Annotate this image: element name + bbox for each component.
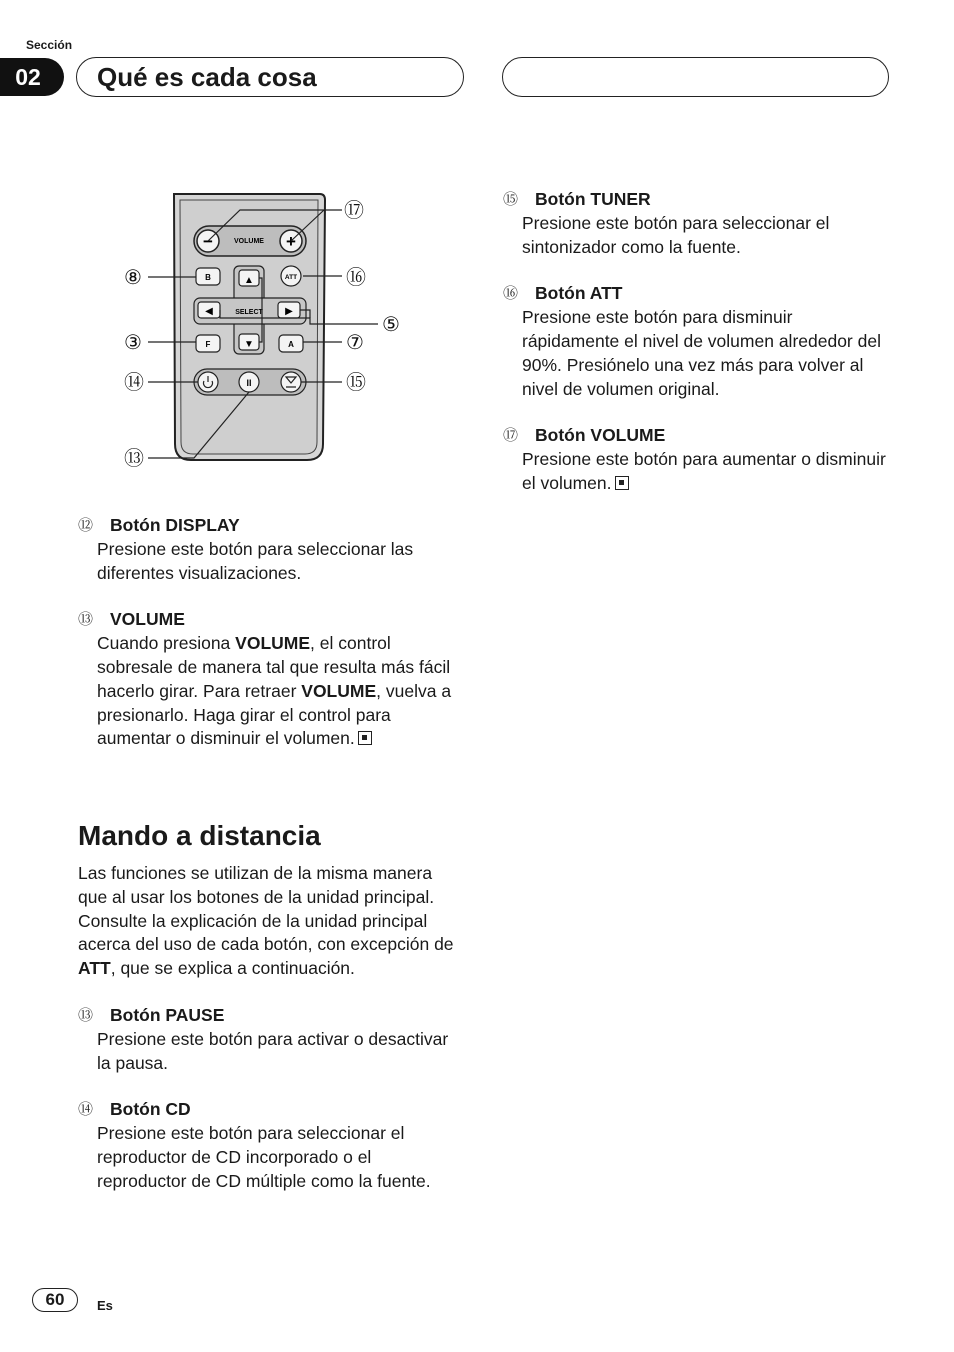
item-title: Botón ATT [535,283,623,304]
item-pause [78,1004,462,1075]
volume-minus-glyph: − [203,232,213,251]
callout-3: ③ [124,332,142,354]
right-column [503,188,887,519]
b-button-label: B [205,273,211,282]
item-body: Presione este botón para seleccionar el reproductor de CD incorporado o el reproductor de CD múltiple como la fuente. [97,1123,431,1191]
item-heading [78,608,462,632]
item-body: Presione este botón para disminuir rápidamente el nivel de volumen alrededor del 90%. Presiónelo una vez más para volver al nivel de volumen original. [522,307,881,399]
section-heading: Mando a distancia [78,820,321,851]
item-title: Botón CD [110,1099,191,1120]
callout-16: ⑯ [346,267,366,289]
item-body: Presione este botón para seleccionar las diferentes visualizaciones. [97,538,414,583]
item-title: Botón VOLUME [535,425,666,446]
header-empty-pill [502,57,889,97]
item-heading [503,188,887,212]
text-run: , el control sobresale de manera tal que resulta más fácil hacerlo girar. Para retraer [97,633,451,701]
section-number-badge: 02 [0,58,64,96]
text-run: Presione este botón para aumentar o disminuir el volumen. [522,449,886,493]
callout-14: ⑭ [124,372,144,394]
page-number: 60 [32,1288,78,1312]
item-display [78,514,462,585]
item-body [522,448,887,496]
item-title: Botón PAUSE [110,1004,225,1025]
callout-15: ⑮ [346,372,366,394]
text-run: Las funciones se utilizan de la misma manera que al usar los botones de la unidad principal. Consulte la explicación de la unidad principal acerca del uso de cada botón, con excepción de [78,863,454,955]
left-column-lower [78,862,462,1217]
item-title: VOLUME [110,609,185,630]
item-number: ⑯ [503,285,519,303]
end-mark-icon [615,476,629,490]
item-number: ⑬ [78,1006,94,1024]
remote-control-illustration [110,188,400,473]
item-body: Presione este botón para activar o desactivar la pausa. [97,1028,449,1073]
a-button-label: A [288,340,294,349]
item-number: ⑰ [503,427,519,445]
item-body: Presione este botón para seleccionar el sintonizador como la fuente. [522,212,830,257]
callout-8: ⑧ [124,267,142,289]
f-button-label: F [205,340,211,349]
item-tuner [503,188,887,259]
right-arrow-icon: ▶ [285,306,293,317]
item-number: ⑫ [78,517,94,534]
item-title: Botón DISPLAY [110,515,240,535]
chapter-title-text: Qué es cada cosa [97,61,317,92]
select-label: SELECT [235,309,263,316]
item-number: ⑭ [78,1101,94,1119]
callout-5: ⑤ [382,314,400,336]
callout-7: ⑦ [346,332,364,354]
item-cd [78,1098,462,1193]
item-body [97,632,462,751]
language-code: Es [97,1298,113,1313]
item-heading [78,514,462,538]
att-button-label: ATT [284,274,298,281]
item-volume-button [503,424,887,495]
item-title: Botón TUNER [535,189,651,209]
section-label: Sección [26,38,73,52]
end-mark-icon [358,731,372,745]
callout-17: ⑰ [344,200,364,222]
left-arrow-icon: ◀ [205,306,213,317]
chapter-title [76,57,464,97]
intro-paragraph [78,862,462,981]
item-number: ⑮ [503,191,519,208]
pause-icon: II [246,378,252,388]
bold-term: ATT [78,958,111,979]
item-heading [78,1004,462,1028]
bold-term: VOLUME [235,633,311,654]
item-heading [503,282,887,306]
volume-plus-glyph: + [286,232,296,251]
text-run: Cuando presiona [97,633,236,654]
item-heading [503,424,887,448]
tuner-button [281,372,301,392]
down-arrow-icon: ▼ [244,339,254,350]
callout-13: ⑬ [124,448,144,470]
up-arrow-icon: ▲ [244,275,254,286]
bold-term: VOLUME [301,680,377,701]
item-heading [78,1098,462,1122]
volume-label: VOLUME [234,238,264,245]
text-run: , vuelva a presionarlo. Haga girar el control para aumentar o disminuir el volumen. [97,680,452,749]
left-column-upper [78,514,462,774]
item-number: ⑬ [78,611,94,629]
item-att [503,282,887,401]
text-run: , que se explica a continuación. [110,958,355,979]
item-volume [78,608,462,751]
